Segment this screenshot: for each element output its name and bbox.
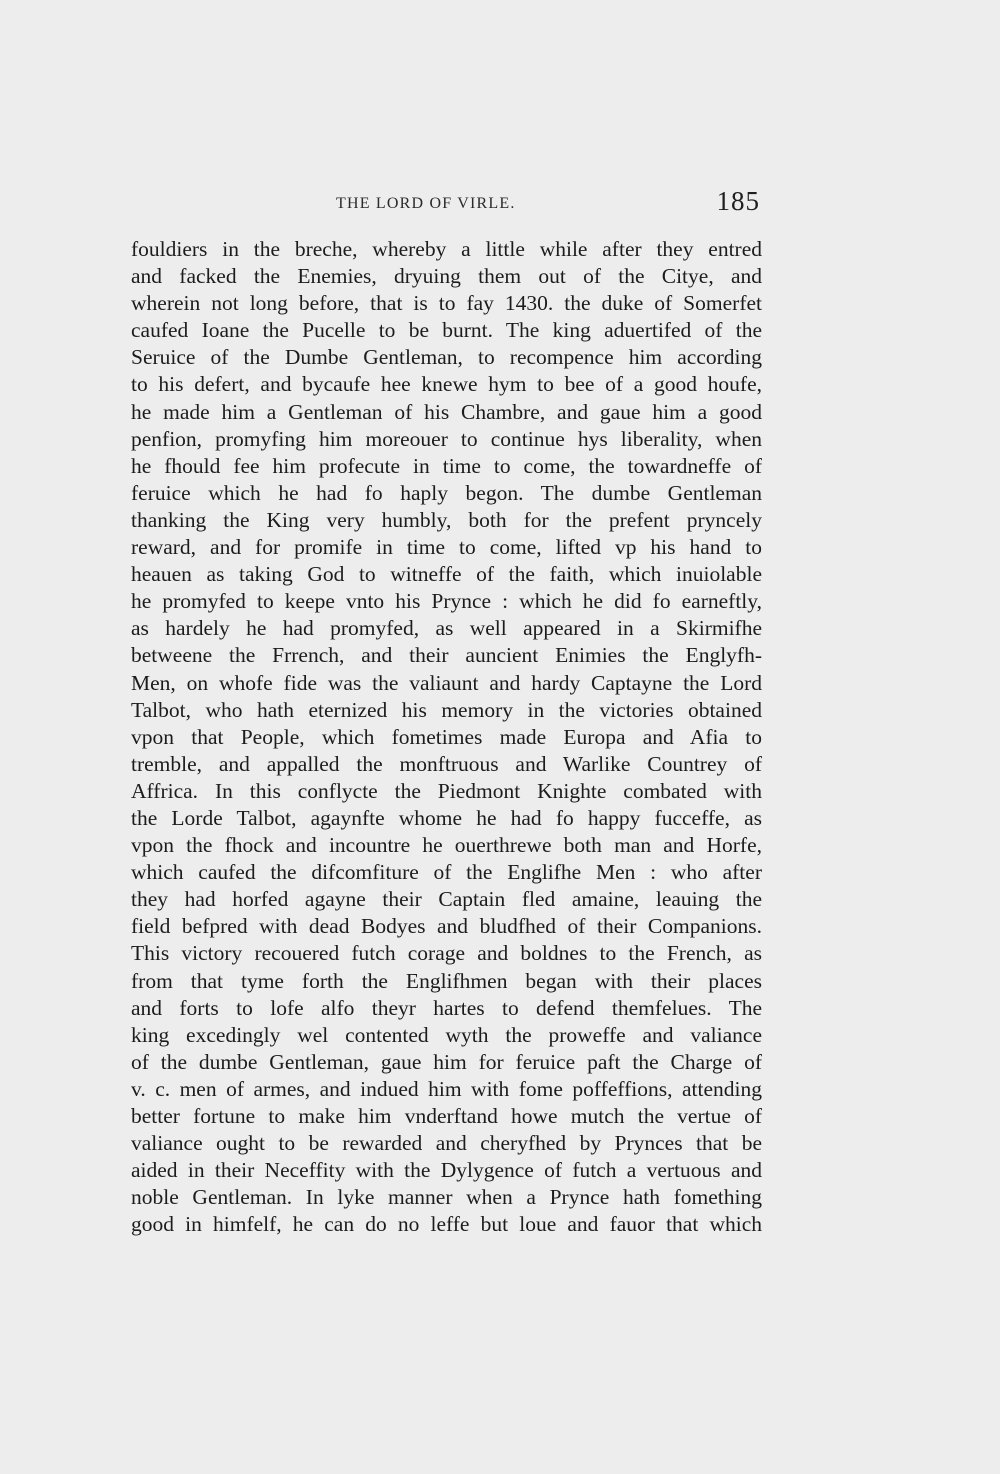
text-line: tremble, and appalled the monftruous and Warlike Countrey of [131,751,762,776]
text-line: reward, and for promife in time to come, lifted vp his hand to [131,535,762,560]
text-line: good in himfelf, he can do no leffe but loue and fauor that which [131,1212,762,1237]
page-number: 185 [716,186,760,216]
text-line: king excedingly wel contented wyth the proweffe and valiance [131,1022,762,1047]
text-line: which caufed the difcomfiture of the Englifhe Men : who after [131,860,762,885]
text-line: as hardely he had promyfed, as well appeared in a Skirmifhe [131,616,762,641]
text-line: This victory recouered futch corage and boldnes to the French, as [131,941,762,966]
text-line: Seruice of the Dumbe Gentleman, to recompence him according [131,345,762,370]
running-head [131,186,762,222]
text-line: penfion, promyfing him moreouer to continue hys liberality, when [131,426,762,451]
text-line: he promyfed to keepe vnto his Prynce : which he did fo earneftly, [131,589,762,614]
text-line: vpon that People, which fometimes made Europa and Afia to [131,724,762,749]
text-line: Men, on whofe fide was the valiaunt and hardy Captayne the Lord [131,670,762,695]
text-line: valiance ought to be rewarded and cheryfhed by Prynces that be [131,1131,762,1156]
text-line: and forts to lofe alfo theyr hartes to defend themfelues. The [131,995,762,1020]
text-line: fouldiers in the breche, whereby a little while after they entred [131,237,762,261]
text-line: wherein not long before, that is to fay 1430. the duke of Somerfet [131,291,762,316]
text-line: vpon the fhock and incountre he ouerthrewe both man and Horfe, [131,833,762,858]
text-line: of the dumbe Gentleman, gaue him for feruice paft the Charge of [131,1049,762,1074]
running-title: THE LORD OF VIRLE. [336,195,516,212]
text-line: field befpred with dead Bodyes and bludfhed of their Companions. [131,914,762,939]
text-line: he fhould fee him profecute in time to come, the towardneffe of [131,453,762,478]
text-line: and facked the Enemies, dryuing them out of the Citye, and [131,264,762,289]
text-line: betweene the Frrench, and their auncient Enimies the Englyfh- [131,643,762,668]
text-line: Affrica. In this conflycte the Piedmont Knighte combated with [131,778,762,803]
text-line: aided in their Neceffity with the Dylygence of futch a vertuous and [131,1158,762,1183]
text-line: Talbot, who hath eternized his memory in the victories obtained [131,697,762,722]
text-line: heauen as taking God to witneffe of the faith, which inuiolable [131,562,762,587]
text-line: to his defert, and bycaufe hee knewe hym to bee of a good houfe, [131,372,762,397]
text-line: feruice which he had fo haply begon. The dumbe Gentleman [131,480,762,505]
text-line: v. c. men of armes, and indued him with fome poffeffions, attending [131,1076,762,1101]
text-line: thanking the King very humbly, both for the prefent pryncely [131,507,762,532]
text-line: caufed Ioane the Pucelle to be burnt. The king aduertifed of the [131,318,762,343]
text-line: noble Gentleman. In lyke manner when a Prynce hath fomething [131,1185,762,1210]
text-line: better fortune to make him vnderftand howe mutch the vertue of [131,1104,762,1128]
text-line: from that tyme forth the Englifhmen began with their places [131,968,762,993]
text-line: the Lorde Talbot, agaynfte whome he had fo happy fucceffe, as [131,805,762,830]
text-line: they had horfed agayne their Captain fled amaine, leauing the [131,887,762,912]
text-line: he made him a Gentleman of his Chambre, and gaue him a good [131,399,762,424]
body-text [131,236,762,1238]
